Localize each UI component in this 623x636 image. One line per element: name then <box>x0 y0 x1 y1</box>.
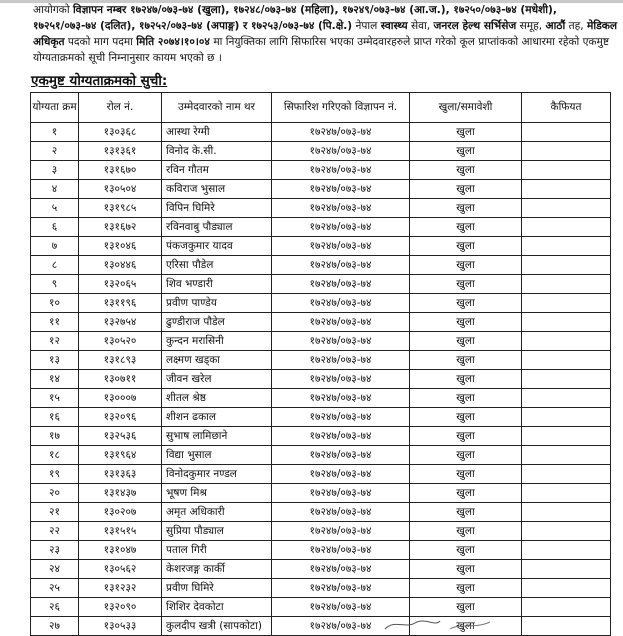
category-cell: खुला <box>410 218 522 237</box>
table-row <box>31 256 611 275</box>
candidate-name-cell: भूषण मिश्र <box>162 484 272 503</box>
candidate-name-cell: रविनवाबु पौड्याल <box>162 218 272 237</box>
remarks-cell <box>522 237 611 256</box>
remarks-cell <box>522 332 611 351</box>
table-row <box>31 180 611 199</box>
category-cell: खुला <box>410 541 522 560</box>
remarks-cell <box>522 218 611 237</box>
remarks-cell <box>522 180 611 199</box>
category-cell: खुला <box>410 294 522 313</box>
rank-cell: २५ <box>31 579 79 598</box>
advertisement-no-cell: १७२४७/०७३-७४ <box>272 370 410 389</box>
candidate-name-cell: लक्ष्मण खड्का <box>162 351 272 370</box>
candidate-name-cell: पंकजकुमार यादव <box>162 237 272 256</box>
rank-cell: १३ <box>31 351 79 370</box>
table-row <box>31 275 611 294</box>
remarks-cell <box>522 123 611 142</box>
remarks-cell <box>522 541 611 560</box>
table-row <box>31 427 611 446</box>
header-candidate-name: उम्मेदवारको नाम थर <box>162 93 272 123</box>
candidate-name-cell: जीवन खरेल <box>162 370 272 389</box>
table-row <box>31 389 611 408</box>
list-heading: एकमुष्ट योग्यताक्रमको सुची: <box>31 73 168 89</box>
candidate-name-cell: कविराज भुसाल <box>162 180 272 199</box>
roll-no-cell: १३१६७० <box>79 161 162 180</box>
rank-cell: २३ <box>31 541 79 560</box>
candidate-name-cell: केशरजङ्ग कार्की <box>162 560 272 579</box>
category-cell: खुला <box>410 351 522 370</box>
remarks-cell <box>522 142 611 161</box>
advertisement-no-cell: १७२४७/०७३-७४ <box>272 598 410 617</box>
candidate-name-cell: कुलदीप खत्री (सापकोटा) <box>162 617 272 636</box>
advertisement-no-cell: १७२४७/०७३-७४ <box>272 123 410 142</box>
table-row <box>31 484 611 503</box>
remarks-cell <box>522 522 611 541</box>
roll-no-cell: १३०७११ <box>79 370 162 389</box>
candidate-name-cell: सुभाष लामिछाने <box>162 427 272 446</box>
header-advertisement-no: सिफारिश गरिएको विज्ञापन नं. <box>272 93 410 123</box>
remarks-cell <box>522 294 611 313</box>
roll-no-cell: १३२५३६ <box>79 427 162 446</box>
remarks-cell <box>522 446 611 465</box>
roll-no-cell: १३०००७ <box>79 389 162 408</box>
remarks-cell <box>522 256 611 275</box>
category-cell: खुला <box>410 237 522 256</box>
remarks-cell <box>522 199 611 218</box>
category-cell: खुला <box>410 560 522 579</box>
remarks-cell <box>522 408 611 427</box>
category-cell: खुला <box>410 465 522 484</box>
table-row <box>31 142 611 161</box>
rank-cell: ९ <box>31 275 79 294</box>
rank-cell: १६ <box>31 408 79 427</box>
table-row <box>31 465 611 484</box>
category-cell: खुला <box>410 522 522 541</box>
table-row <box>31 294 611 313</box>
candidate-name-cell: अमृत अधिकारी <box>162 503 272 522</box>
roll-no-cell: १३१६७२ <box>79 218 162 237</box>
intro-paragraph: आयोगको विज्ञापन नम्बर १७२४७/०७३-७४ (खुला), १७२४८/०७३-७४ (महिला), १७२४९/०७३-७४ (आ.ज.), १७२५०/०७३-७४ (मधेशी), १७२५१/०७३-७४ (दलित), १७२५२/०७३-७४ (अपाङ्ग) र १७२५३/०७३-७४ (पि.क्षे.) नेपाल स्वास्थ्य सेवा, जनरल हेल्थ सर्भिसेज समूह, आठौं तह, मेडिकल अधिकृत पदको माग पदमा मिति २०७४।१०।०४ मा नियुक्तिका लागि सिफारिस भएका उम्मेदवारहरुले प्राप्त गरेको कूल प्राप्तांकको आधारमा रहेको एकमुष्ट योग्यताक्रमको सूची निम्नानुसार कायम भएको छ । <box>33 4 618 64</box>
table-row <box>31 598 611 617</box>
header-rank: योग्यता क्रम <box>31 93 79 123</box>
rank-cell: १० <box>31 294 79 313</box>
roll-no-cell: १३२७५४ <box>79 313 162 332</box>
advertisement-no-cell: १७२४७/०७३-७४ <box>272 522 410 541</box>
roll-no-cell: १३१३६३ <box>79 465 162 484</box>
remarks-cell <box>522 503 611 522</box>
roll-no-cell: १३१०४७ <box>79 541 162 560</box>
roll-no-cell: १३१०४६ <box>79 237 162 256</box>
rank-cell: २१ <box>31 503 79 522</box>
rank-cell: १८ <box>31 446 79 465</box>
table-row <box>31 161 611 180</box>
candidate-name-cell: विनोदकुमार नण्डल <box>162 465 272 484</box>
table-row <box>31 218 611 237</box>
advertisement-no-cell: १७२४७/०७३-७४ <box>272 389 410 408</box>
table-row <box>31 503 611 522</box>
candidate-name-cell: शिव भण्डारी <box>162 275 272 294</box>
rank-cell: ५ <box>31 199 79 218</box>
roll-no-cell: १३०५६२ <box>79 560 162 579</box>
roll-no-cell: १३२०९० <box>79 598 162 617</box>
category-cell: खुला <box>410 161 522 180</box>
remarks-cell <box>522 351 611 370</box>
table-row <box>31 446 611 465</box>
advertisement-no-cell: १७२४७/०७३-७४ <box>272 503 410 522</box>
roll-no-cell: १३१८९३ <box>79 351 162 370</box>
candidate-name-cell: एरिसा पौडेल <box>162 256 272 275</box>
rank-cell: १ <box>31 123 79 142</box>
table-row <box>31 313 611 332</box>
candidate-name-cell: शीतल श्रेष्ठ <box>162 389 272 408</box>
advertisement-no-cell: १७२४७/०७३-७४ <box>272 465 410 484</box>
rank-cell: १४ <box>31 370 79 389</box>
roll-no-cell: १३०५२० <box>79 332 162 351</box>
advertisement-no-cell: १७२४७/०७३-७४ <box>272 218 410 237</box>
remarks-cell <box>522 370 611 389</box>
table-row <box>31 560 611 579</box>
advertisement-no-cell: १७२४७/०७३-७४ <box>272 484 410 503</box>
table-row <box>31 237 611 256</box>
advertisement-no-cell: १७२४७/०७३-७४ <box>272 142 410 161</box>
roll-no-cell: १३११९६ <box>79 294 162 313</box>
category-cell: खुला <box>410 142 522 161</box>
roll-no-cell: १३२०६५ <box>79 275 162 294</box>
category-cell: खुला <box>410 579 522 598</box>
advertisement-no-cell: १७२४७/०७३-७४ <box>272 560 410 579</box>
rank-cell: १५ <box>31 389 79 408</box>
advertisement-no-cell: १७२४७/०७३-७४ <box>272 579 410 598</box>
candidate-name-cell: विपिन घिमिरे <box>162 199 272 218</box>
header-remarks: कैफियत <box>522 93 611 123</box>
category-cell: खुला <box>410 180 522 199</box>
remarks-cell <box>522 617 611 636</box>
table-row <box>31 579 611 598</box>
advertisement-no-cell: १७२४७/०७३-७४ <box>272 294 410 313</box>
rank-cell: ६ <box>31 218 79 237</box>
table-row <box>31 370 611 389</box>
category-cell: खुला <box>410 503 522 522</box>
advertisement-no-cell: १७२४७/०७३-७४ <box>272 275 410 294</box>
remarks-cell <box>522 598 611 617</box>
roll-no-cell: १३१३६१ <box>79 142 162 161</box>
advertisement-no-cell: १७२४७/०७३-७४ <box>272 237 410 256</box>
rank-cell: ३ <box>31 161 79 180</box>
remarks-cell <box>522 275 611 294</box>
roll-no-cell: १३१४३७ <box>79 484 162 503</box>
candidate-name-cell: कुन्दन मरासिनी <box>162 332 272 351</box>
table-row <box>31 541 611 560</box>
table-row <box>31 332 611 351</box>
candidate-name-cell: रविन गौतम <box>162 161 272 180</box>
roll-no-cell: १३०३६८ <box>79 123 162 142</box>
category-cell: खुला <box>410 275 522 294</box>
candidate-name-cell: प्रवीण घिमिरे <box>162 579 272 598</box>
remarks-cell <box>522 484 611 503</box>
candidate-name-cell: ढुण्डीराज पौडेल <box>162 313 272 332</box>
rank-cell: ४ <box>31 180 79 199</box>
table-row <box>31 351 611 370</box>
category-cell: खुला <box>410 313 522 332</box>
advertisement-no-cell: १७२४७/०७३-७४ <box>272 446 410 465</box>
category-cell: खुला <box>410 617 522 636</box>
roll-no-cell: १३१९८५ <box>79 199 162 218</box>
roll-no-cell: १३१९६४ <box>79 446 162 465</box>
advertisement-no-cell: १७२४७/०७३-७४ <box>272 161 410 180</box>
roll-no-cell: १३०२०७ <box>79 503 162 522</box>
rank-cell: २ <box>31 142 79 161</box>
advertisement-no-cell: १७२४७/०७३-७४ <box>272 541 410 560</box>
advertisement-no-cell: १७२४७/०७३-७४ <box>272 427 410 446</box>
advertisement-no-cell: १७२४७/०७३-७४ <box>272 256 410 275</box>
roll-no-cell: १३१५१५ <box>79 522 162 541</box>
rank-cell: ११ <box>31 313 79 332</box>
header-roll-no: रोल नं. <box>79 93 162 123</box>
candidate-name-cell: शीशन ढकाल <box>162 408 272 427</box>
table-row <box>31 617 611 636</box>
candidate-name-cell: शिशिर देवकोटा <box>162 598 272 617</box>
remarks-cell <box>522 579 611 598</box>
category-cell: खुला <box>410 427 522 446</box>
candidate-name-cell: पताल गिरी <box>162 541 272 560</box>
candidate-name-cell: सुप्रिया पौड्याल <box>162 522 272 541</box>
category-cell: खुला <box>410 389 522 408</box>
roll-no-cell: १३०५०४ <box>79 180 162 199</box>
rank-cell: २६ <box>31 598 79 617</box>
category-cell: खुला <box>410 446 522 465</box>
remarks-cell <box>522 560 611 579</box>
rank-cell: ७ <box>31 237 79 256</box>
advertisement-no-cell: १७२४७/०७३-७४ <box>272 313 410 332</box>
advertisement-no-cell: १७२४७/०७३-७४ <box>272 351 410 370</box>
roll-no-cell: १३०४४६ <box>79 256 162 275</box>
remarks-cell <box>522 465 611 484</box>
header-category: खुला/समावेशी <box>410 93 522 123</box>
table-row <box>31 123 611 142</box>
category-cell: खुला <box>410 332 522 351</box>
rank-cell: २२ <box>31 522 79 541</box>
rank-cell: २४ <box>31 560 79 579</box>
table-row <box>31 408 611 427</box>
roll-no-cell: १३१२३२ <box>79 579 162 598</box>
category-cell: खुला <box>410 123 522 142</box>
category-cell: खुला <box>410 484 522 503</box>
handwritten-mark <box>380 617 500 631</box>
category-cell: खुला <box>410 199 522 218</box>
table-header-row <box>31 93 611 123</box>
category-cell: खुला <box>410 370 522 389</box>
advertisement-no-cell: १७२४७/०७३-७४ <box>272 332 410 351</box>
candidate-name-cell: आस्था रेग्मी <box>162 123 272 142</box>
remarks-cell <box>522 313 611 332</box>
rank-cell: २० <box>31 484 79 503</box>
category-cell: खुला <box>410 598 522 617</box>
table-row <box>31 199 611 218</box>
category-cell: खुला <box>410 256 522 275</box>
candidate-name-cell: विद्या भुसाल <box>162 446 272 465</box>
advertisement-no-cell: १७२४७/०७३-७४ <box>272 199 410 218</box>
candidate-name-cell: प्रवीण पाण्डेय <box>162 294 272 313</box>
advertisement-no-cell: १७२४७/०७३-७४ <box>272 617 410 636</box>
candidate-name-cell: विनोद के.सी. <box>162 142 272 161</box>
advertisement-no-cell: १७२४७/०७३-७४ <box>272 180 410 199</box>
roll-no-cell: १३२०९६ <box>79 408 162 427</box>
table-row <box>31 522 611 541</box>
rank-cell: १२ <box>31 332 79 351</box>
remarks-cell <box>522 161 611 180</box>
rank-cell: १९ <box>31 465 79 484</box>
roll-no-cell: १३०५३३ <box>79 617 162 636</box>
rank-cell: २७ <box>31 617 79 636</box>
advertisement-no-cell: १७२४७/०७३-७४ <box>272 408 410 427</box>
rank-cell: १७ <box>31 427 79 446</box>
remarks-cell <box>522 389 611 408</box>
merit-list-table <box>30 92 611 636</box>
rank-cell: ८ <box>31 256 79 275</box>
remarks-cell <box>522 427 611 446</box>
category-cell: खुला <box>410 408 522 427</box>
